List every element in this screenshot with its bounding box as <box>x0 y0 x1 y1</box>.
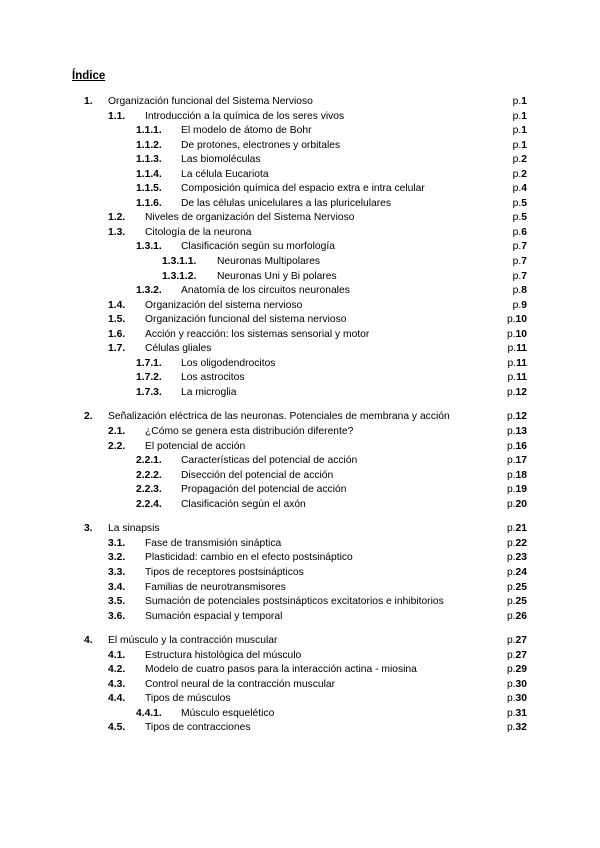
toc-entry-title: Sumación espacial y temporal <box>145 610 283 622</box>
toc-entry-page-number: 12 <box>515 386 527 398</box>
toc-entry-title: Músculo esquelético <box>181 707 275 719</box>
toc-entry-title: El músculo y la contracción muscular <box>108 635 278 647</box>
toc-entry[interactable] <box>0 386 600 401</box>
toc-entry-title: Las biomoléculas <box>181 154 261 166</box>
toc-entry-title: Plasticidad: cambio en el efecto postsináptico <box>145 552 353 564</box>
toc-entry-title: Acción y reacción: los sistemas sensorial y motor <box>145 328 370 340</box>
toc-entry[interactable] <box>0 707 600 722</box>
toc-entry-number: 3.4. <box>108 581 126 593</box>
toc-entry-title: Disección del potencial de acción <box>181 469 334 481</box>
toc-entry-page: p.17 <box>506 455 527 467</box>
toc-entry[interactable] <box>0 328 600 343</box>
toc-entry-number: 3.3. <box>108 566 126 578</box>
toc-entry[interactable] <box>0 537 600 552</box>
toc-entry-title: Sumación de potenciales postsinápticos excitatorios e inhibitorios <box>145 596 444 608</box>
toc-entry-page: p.27 <box>506 649 527 661</box>
toc-entry-number: 2.2.3. <box>136 484 162 496</box>
toc-entry-page: p.18 <box>506 469 527 481</box>
toc-entry-page-number: 26 <box>515 610 527 622</box>
toc-entry-page-number: 13 <box>515 426 527 438</box>
toc-entry-number: 3.6. <box>108 610 126 622</box>
toc-entry-number: 1.2. <box>108 212 126 224</box>
toc-entry-title: Células gliales <box>145 343 212 355</box>
toc-entry-page: p.25 <box>506 581 527 593</box>
table-of-contents <box>0 95 600 736</box>
toc-entry-page-number: 6 <box>521 226 527 238</box>
toc-entry-number: 2.2.1. <box>136 455 162 467</box>
toc-entry-page-number: 11 <box>516 357 527 369</box>
toc-entry-title: Citología de la neurona <box>145 226 252 238</box>
toc-entry-page-number: 2 <box>521 154 527 166</box>
toc-entry-page: p.2 <box>512 168 527 180</box>
toc-entry[interactable] <box>0 240 600 255</box>
toc-entry[interactable] <box>0 371 600 386</box>
toc-entry[interactable] <box>0 678 600 693</box>
toc-entry-page-number: 30 <box>515 678 527 690</box>
toc-entry-number: 2.1. <box>108 426 126 438</box>
toc-entry[interactable] <box>0 255 600 270</box>
toc-entry-page-number: 7 <box>521 256 527 268</box>
toc-entry-number: 1.1.1. <box>136 125 162 137</box>
toc-entry-number: 1.4. <box>108 299 126 311</box>
toc-entry-page-number: 30 <box>515 693 527 705</box>
toc-entry-page: p.9 <box>512 299 527 311</box>
toc-entry-title: ¿Cómo se genera esta distribución diferente? <box>145 426 354 438</box>
toc-entry-number: 2. <box>84 411 93 423</box>
toc-entry-title: Familias de neurotransmisores <box>145 581 286 593</box>
toc-entry[interactable] <box>0 110 600 125</box>
toc-entry-page-number: 12 <box>515 411 527 423</box>
toc-entry-number: 1.3.1.1. <box>162 256 197 268</box>
toc-entry-number: 1.1.3. <box>136 154 162 166</box>
toc-entry-page-number: 1 <box>521 110 527 122</box>
toc-entry-title: Los astrocitos <box>181 372 245 384</box>
toc-entry-page: p.31 <box>506 707 527 719</box>
toc-entry-title: Fase de transmisión sináptica <box>145 537 282 549</box>
toc-entry-title: Modelo de cuatro pasos para la interacción actina - miosina <box>145 664 417 676</box>
toc-entry-page: p.11 <box>507 343 527 355</box>
toc-entry[interactable] <box>0 139 600 154</box>
toc-entry[interactable] <box>0 357 600 372</box>
toc-entry-number: 1.7.2. <box>136 372 162 384</box>
toc-entry-number: 1. <box>84 96 93 107</box>
toc-entry-title: Control neural de la contracción muscular <box>145 678 336 690</box>
toc-entry-page: p.30 <box>506 693 527 705</box>
toc-entry-title: Anatomía de los circuitos neuronales <box>181 285 350 297</box>
toc-entry-page: p.10 <box>506 328 527 340</box>
toc-entry[interactable] <box>0 95 600 110</box>
toc-entry[interactable] <box>0 649 600 664</box>
toc-entry-page-number: 5 <box>521 197 527 209</box>
toc-entry[interactable] <box>0 313 600 328</box>
toc-entry-number: 4.4. <box>108 693 126 705</box>
toc-entry-number: 1.7. <box>108 343 126 355</box>
toc-entry-page-number: 2 <box>521 168 527 180</box>
toc-entry-page-number: 25 <box>515 581 527 593</box>
toc-entry[interactable] <box>0 483 600 498</box>
toc-entry-page: p.12 <box>506 411 527 423</box>
toc-entry-page: p.5 <box>512 197 527 209</box>
toc-entry-page: p.20 <box>506 498 527 510</box>
toc-entry-page-number: 7 <box>521 270 527 282</box>
toc-entry-page: p.5 <box>512 212 527 224</box>
toc-entry-page-number: 25 <box>515 596 527 608</box>
index-title: Índice <box>72 70 106 82</box>
toc-entry-page-number: 4 <box>521 183 527 195</box>
toc-entry-number: 1.6. <box>108 328 126 340</box>
toc-entry-title: Organización del sistema nervioso <box>145 299 303 311</box>
toc-entry-number: 3.1. <box>108 537 126 549</box>
toc-entry-title: De las células unicelulares a las pluricelulares <box>181 197 392 209</box>
toc-entry-page-number: 29 <box>515 664 527 676</box>
toc-entry-page: p.12 <box>506 386 527 398</box>
toc-entry-page-number: 11 <box>516 343 527 355</box>
toc-entry-page-number: 9 <box>521 299 527 311</box>
toc-entry[interactable] <box>0 270 600 285</box>
toc-entry-title: Tipos de contracciones <box>145 722 251 734</box>
toc-entry-title: Clasificación según su morfología <box>181 241 335 253</box>
toc-entry-number: 4. <box>84 635 93 647</box>
toc-entry-title: Señalización eléctrica de las neuronas. Potenciales de membrana y acción <box>108 411 450 423</box>
toc-entry-title: La célula Eucariota <box>181 168 269 180</box>
toc-entry-page: p.11 <box>507 372 527 384</box>
toc-entry[interactable] <box>0 566 600 581</box>
toc-entry-page: p.8 <box>512 285 527 297</box>
toc-entry-number: 1.7.3. <box>136 386 162 398</box>
toc-entry-page-number: 7 <box>521 241 527 253</box>
toc-entry-page: p.24 <box>506 566 527 578</box>
toc-entry[interactable] <box>0 410 600 425</box>
toc-entry-page: p.1 <box>512 110 527 122</box>
toc-entry-number: 1.1.4. <box>136 168 162 180</box>
toc-entry[interactable] <box>0 663 600 678</box>
toc-entry[interactable] <box>0 284 600 299</box>
toc-entry[interactable] <box>0 299 600 314</box>
toc-entry-page: p.19 <box>506 484 527 496</box>
toc-entry-title: Estructura histològica del músculo <box>145 649 302 661</box>
toc-entry[interactable] <box>0 440 600 455</box>
toc-entry[interactable] <box>0 153 600 168</box>
toc-entry-title: La microglia <box>181 386 237 398</box>
toc-entry-number: 1.3.1. <box>136 241 162 253</box>
toc-entry-page: p.1 <box>512 96 527 107</box>
toc-entry-title: Organización funcional del sistema nervioso <box>145 314 347 326</box>
toc-entry-page: p.26 <box>506 610 527 622</box>
toc-entry-number: 1.3.2. <box>136 285 162 297</box>
toc-entry-page: p.10 <box>506 314 527 326</box>
toc-entry-page-number: 18 <box>515 469 527 481</box>
toc-entry[interactable] <box>0 721 600 736</box>
toc-entry-page: p.1 <box>512 125 527 137</box>
toc-entry-title: Organización funcional del Sistema Nervioso <box>108 96 313 107</box>
toc-entry-page: p.16 <box>506 440 527 452</box>
toc-entry-page-number: 27 <box>515 635 527 647</box>
toc-entry-title: Características del potencial de acción <box>181 455 358 467</box>
toc-entry[interactable] <box>0 197 600 212</box>
toc-entry[interactable] <box>0 522 600 537</box>
toc-entry-page-number: 31 <box>515 707 527 719</box>
toc-entry[interactable] <box>0 595 600 610</box>
toc-entry-title: Clasificación según el axón <box>181 498 306 510</box>
toc-entry-page: p.2 <box>512 154 527 166</box>
toc-entry-number: 1.1.5. <box>136 183 162 195</box>
toc-entry-page-number: 1 <box>521 139 527 151</box>
toc-entry[interactable] <box>0 168 600 183</box>
toc-entry-title: La sinapsis <box>108 523 160 535</box>
toc-entry-title: Neuronas Multipolares <box>217 256 321 268</box>
toc-entry-page: p.29 <box>506 664 527 676</box>
toc-entry-title: Los oligodendrocitos <box>181 357 276 369</box>
toc-entry-page: p.32 <box>506 722 527 734</box>
toc-entry-number: 4.4.1. <box>136 707 162 719</box>
toc-entry-page: p.7 <box>512 241 527 253</box>
toc-entry-number: 3.2. <box>108 552 126 564</box>
toc-entry-page-number: 1 <box>521 96 527 107</box>
toc-entry-page-number: 27 <box>515 649 527 661</box>
toc-entry-number: 4.1. <box>108 649 126 661</box>
toc-entry-number: 1.1. <box>108 110 126 122</box>
toc-entry-page-number: 23 <box>515 552 527 564</box>
toc-entry-title: Neuronas Uni y Bi polares <box>217 270 337 282</box>
toc-entry-title: Introducción a la química de los seres vivos <box>145 110 345 122</box>
toc-entry-page: p.7 <box>512 256 527 268</box>
toc-entry-title: Tipos de receptores postsinápticos <box>145 566 304 578</box>
toc-entry-title: Propagación del potencial de acción <box>181 484 347 496</box>
toc-entry-page: p.21 <box>506 523 527 535</box>
toc-entry-title: El potencial de acción <box>145 440 246 452</box>
toc-entry-page: p.6 <box>512 226 527 238</box>
toc-entry-page: p.30 <box>506 678 527 690</box>
toc-entry-page: p.13 <box>506 426 527 438</box>
toc-entry-number: 3.5. <box>108 596 126 608</box>
toc-entry-number: 1.5. <box>108 314 126 326</box>
toc-entry-page-number: 16 <box>515 440 527 452</box>
toc-entry-title: Tipos de músculos <box>145 693 231 705</box>
toc-entry-title: Composición química del espacio extra e intra celular <box>181 183 425 195</box>
toc-entry-page: p.22 <box>506 537 527 549</box>
toc-entry[interactable] <box>0 211 600 226</box>
toc-entry-title: Niveles de organización del Sistema Nervioso <box>145 212 355 224</box>
toc-entry-number: 2.2.4. <box>136 498 162 510</box>
toc-entry[interactable] <box>0 425 600 440</box>
toc-entry-number: 2.2. <box>108 440 126 452</box>
toc-entry-page: p.25 <box>506 596 527 608</box>
toc-entry[interactable] <box>0 226 600 241</box>
toc-entry-number: 4.5. <box>108 722 126 734</box>
toc-entry[interactable] <box>0 610 600 625</box>
toc-entry-page: p.27 <box>506 635 527 647</box>
toc-entry-page: p.1 <box>512 139 527 151</box>
toc-entry[interactable] <box>0 551 600 566</box>
toc-entry-page: p.11 <box>507 357 527 369</box>
toc-entry-title: El modelo de átomo de Bohr <box>181 125 312 137</box>
toc-entry-number: 4.3. <box>108 678 126 690</box>
toc-entry-page: p.23 <box>506 552 527 564</box>
toc-entry-page-number: 32 <box>515 722 527 734</box>
toc-entry-number: 3. <box>84 523 93 535</box>
toc-entry-page-number: 19 <box>515 484 527 496</box>
toc-entry-number: 1.3.1.2. <box>162 270 197 282</box>
toc-entry[interactable] <box>0 498 600 513</box>
toc-entry-page: p.7 <box>512 270 527 282</box>
toc-entry-title: De protones, electrones y orbitales <box>181 139 341 151</box>
toc-entry-page-number: 10 <box>515 314 527 326</box>
toc-entry-page-number: 20 <box>515 498 527 510</box>
toc-entry[interactable] <box>0 581 600 596</box>
toc-entry[interactable] <box>0 342 600 357</box>
toc-entry[interactable] <box>0 692 600 707</box>
toc-entry[interactable] <box>0 469 600 484</box>
toc-entry-page-number: 17 <box>515 455 527 467</box>
toc-entry-number: 2.2.2. <box>136 469 162 481</box>
toc-entry-page-number: 8 <box>521 285 527 297</box>
toc-entry[interactable] <box>0 634 600 649</box>
toc-entry[interactable] <box>0 182 600 197</box>
toc-entry-page-number: 21 <box>515 523 527 535</box>
toc-entry-number: 1.1.6. <box>136 197 162 209</box>
toc-entry-page-number: 10 <box>515 328 527 340</box>
toc-entry-number: 1.1.2. <box>136 139 162 151</box>
toc-entry-page-number: 22 <box>515 537 527 549</box>
toc-entry-number: 1.7.1. <box>136 357 162 369</box>
toc-entry[interactable] <box>0 124 600 139</box>
toc-entry-page-number: 5 <box>521 212 527 224</box>
toc-entry-number: 4.2. <box>108 664 126 676</box>
toc-entry-page-number: 1 <box>521 125 527 137</box>
toc-entry[interactable] <box>0 454 600 469</box>
toc-entry-page-number: 11 <box>516 372 527 384</box>
toc-entry-page: p.4 <box>512 183 527 195</box>
toc-entry-page-number: 24 <box>515 566 527 578</box>
toc-entry-number: 1.3. <box>108 226 126 238</box>
